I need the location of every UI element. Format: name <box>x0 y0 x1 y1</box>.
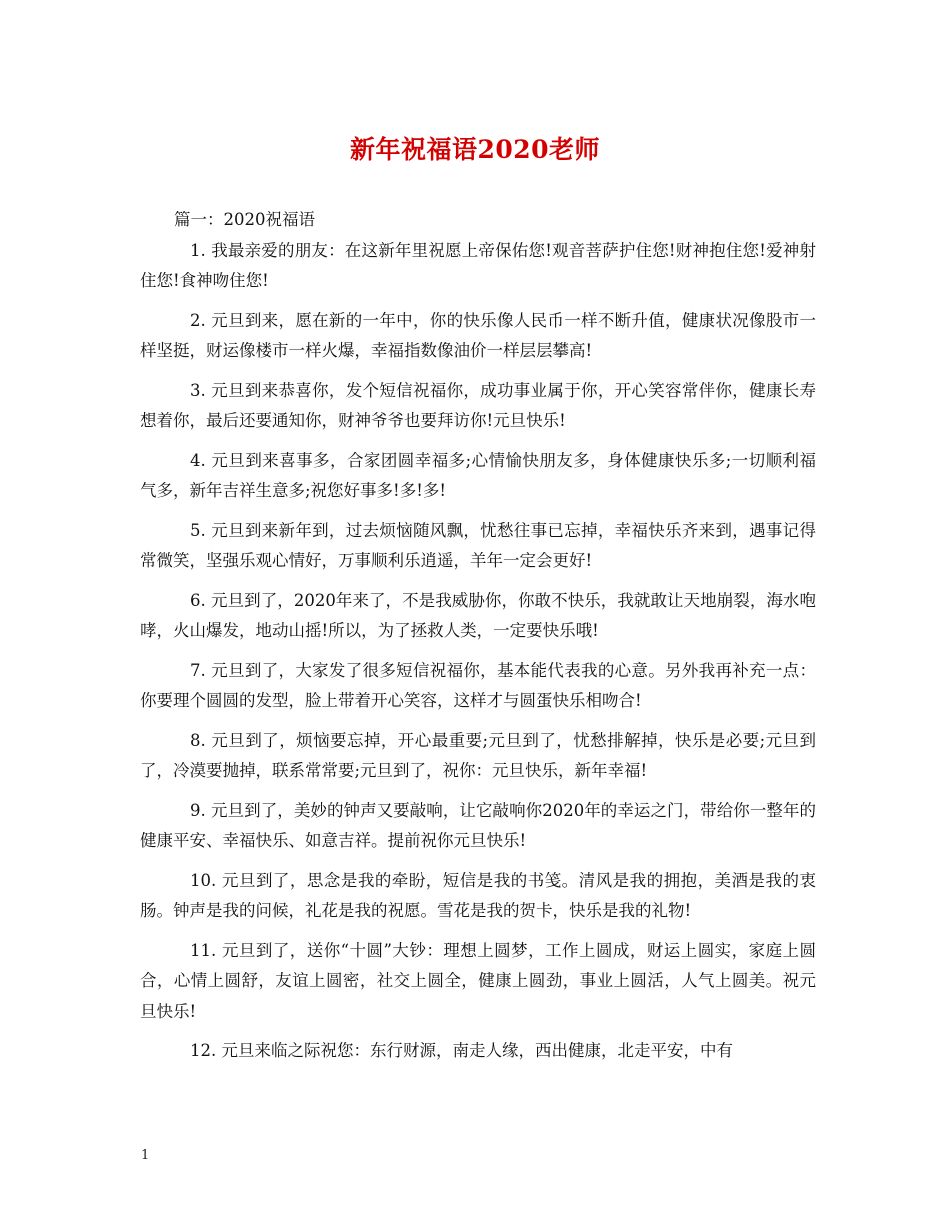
list-item: 5. 元旦到来新年到，过去烦恼随风飘，忧愁往事已忘掉，幸福快乐齐来到，遇事记得常微笑，坚强乐观心情好，万事顺利乐逍遥，羊年一定会更好! <box>140 520 816 570</box>
list-item: 1. 我最亲爱的朋友：在这新年里祝愿上帝保佑您!观音菩萨护住您!财神抱住您!爱神射住您!食神吻住您! <box>140 240 816 290</box>
page-number: 1 <box>141 1148 150 1163</box>
list-item: 12. 元旦来临之际祝您：东行财源，南走人缘，西出健康，北走平安，中有 <box>190 1041 733 1060</box>
list-item: 9. 元旦到了，美妙的钟声又要敲响，让它敲响你2020年的幸运之门，带给你一整年的健康平安、幸福快乐、如意吉祥。提前祝你元旦快乐! <box>140 800 816 850</box>
section-heading: 篇一：2020祝福语 <box>174 210 315 229</box>
list-item: 4. 元旦到来喜事多，合家团圆幸福多;心情愉快朋友多，身体健康快乐多;一切顺利福气多，新年吉祥生意多;祝您好事多!多!多! <box>140 450 816 500</box>
list-item: 2. 元旦到来，愿在新的一年中，你的快乐像人民币一样不断升值，健康状况像股市一样坚挺，财运像楼市一样火爆，幸福指数像油价一样层层攀高! <box>140 310 816 360</box>
document-title: 新年祝福语2020老师 <box>349 135 601 164</box>
list-item: 3. 元旦到来恭喜你，发个短信祝福你，成功事业属于你，开心笑容常伴你，健康长寿想着你，最后还要通知你，财神爷爷也要拜访你!元旦快乐! <box>140 380 816 430</box>
list-item: 10. 元旦到了，思念是我的牵盼，短信是我的书笺。清风是我的拥抱，美酒是我的衷肠。钟声是我的问候，礼花是我的祝愿。雪花是我的贺卡，快乐是我的礼物! <box>140 870 816 920</box>
list-item: 8. 元旦到了，烦恼要忘掉，开心最重要;元旦到了，忧愁排解掉，快乐是必要;元旦到了，冷漠要抛掉，联系常常要;元旦到了，祝你：元旦快乐，新年幸福! <box>140 730 816 780</box>
list-item: 11. 元旦到了，送你“十圆”大钞：理想上圆梦，工作上圆成，财运上圆实，家庭上圆合，心情上圆舒，友谊上圆密，社交上圆全，健康上圆劲，事业上圆活，人气上圆美。祝元旦快乐! <box>140 940 816 1021</box>
document-body <box>140 205 816 1076</box>
list-item: 7. 元旦到了，大家发了很多短信祝福你，基本能代表我的心意。另外我再补充一点：你要理个圆圆的发型，脸上带着开心笑容，这样才与圆蛋快乐相吻合! <box>140 660 816 710</box>
list-item: 6. 元旦到了，2020年来了，不是我威胁你，你敢不快乐，我就敢让天地崩裂，海水咆哮，火山爆发，地动山摇!所以，为了拯救人类，一定要快乐哦! <box>140 590 816 640</box>
